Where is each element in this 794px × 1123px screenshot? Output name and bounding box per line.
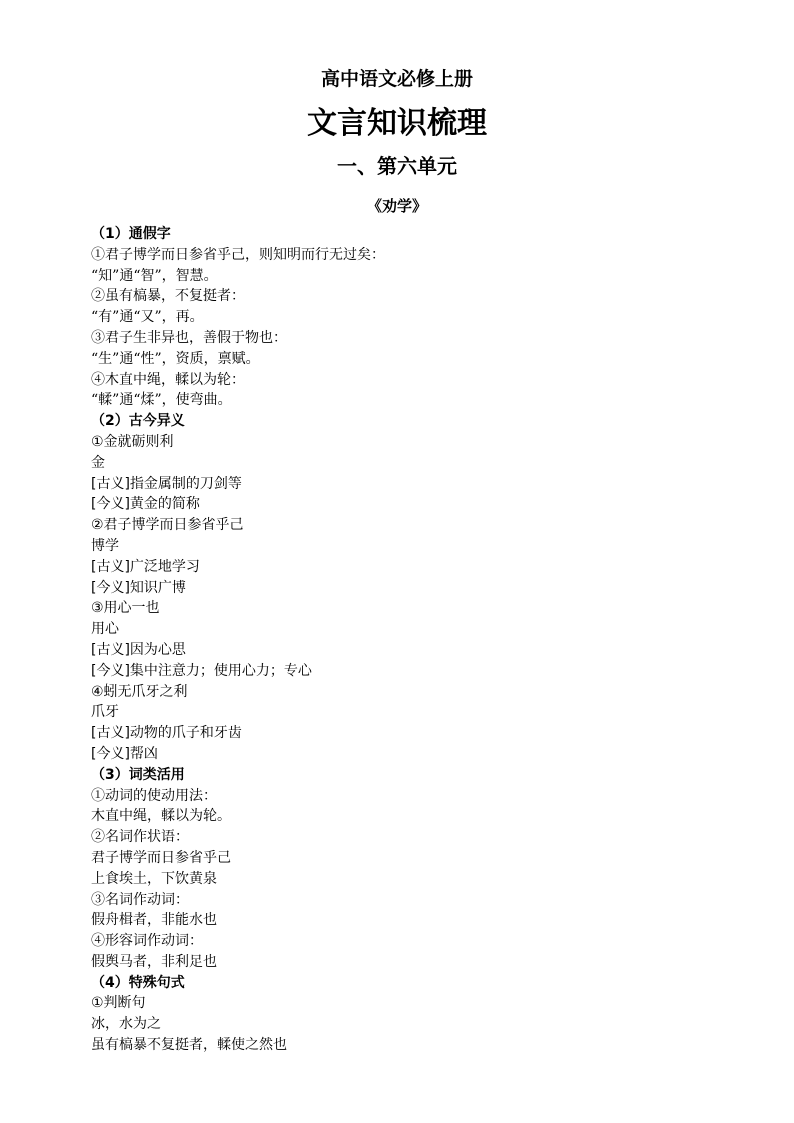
note-line: [今义]黄金的简称 [91,496,200,513]
section-heading: （4）特殊句式 [91,974,185,991]
note-line: ①君子博学而日参省乎己，则知明而行无过矣： [91,246,385,263]
note-line: [今义]知识广博 [91,579,186,596]
unit-heading: 一、第六单元 [337,154,457,178]
note-line: ①判断句 [91,995,146,1012]
section-heading: （3）词类活用 [91,766,185,783]
note-line: 上食埃土，下饮黄泉 [91,870,217,887]
note-line: ③用心一也 [91,600,160,617]
note-line: ③名词作动词： [91,891,189,908]
note-line: [古义]动物的爪子和牙齿 [91,725,242,742]
note-line: “有”通“又”，再。 [91,309,204,326]
note-line: ②虽有槁暴，不复挺者： [91,288,245,305]
note-line: “知”通“智”，智慧。 [91,267,218,284]
note-line: 木直中绳，輮以为轮。 [91,808,231,825]
note-line: “輮”通“煣”，使弯曲。 [91,392,232,409]
lesson-title: 《劝学》 [366,197,427,215]
note-line: 金 [91,454,105,471]
section-heading: （2）古今异义 [91,413,185,430]
note-line: ③君子生非异也，善假于物也： [91,329,287,346]
note-line: 君子博学而日参省乎己 [91,849,231,866]
note-line: [今义]帮凶 [91,745,158,762]
course-title: 高中语文必修上册 [320,68,473,90]
note-line: 假舆马者，非利足也 [91,953,217,970]
note-line: 冰，水为之 [91,1016,161,1033]
section-heading: （1）通假字 [91,226,171,242]
note-line: “生”通“性”，资质，禀赋。 [91,350,260,367]
note-line: ②君子博学而日参省乎己 [91,517,244,534]
note-line: ④形容词作动词： [91,933,203,950]
note-line: ②名词作状语： [91,829,189,846]
note-line: 虽有槁暴不复挺者，輮使之然也 [91,1037,287,1054]
note-line: [古义]指金属制的刀剑等 [91,475,242,492]
note-line: ①动词的使动用法： [91,787,217,804]
main-title: 文言知识梳理 [307,106,487,141]
note-line: ④木直中绳，輮以为轮： [91,371,245,388]
note-line: 爪牙 [91,704,119,721]
note-line: [古义]广泛地学习 [91,558,200,575]
note-line: [古义]因为心思 [91,641,186,658]
note-line: ①金就砺则利 [91,433,174,450]
note-line: [今义]集中注意力；使用心力；专心 [91,662,312,679]
note-line: 用心 [91,621,119,638]
note-line: ④蚓无爪牙之利 [91,683,188,700]
note-line: 假舟楫者，非能水也 [91,912,217,929]
note-line: 博学 [91,537,119,554]
notes-body [91,224,731,1056]
